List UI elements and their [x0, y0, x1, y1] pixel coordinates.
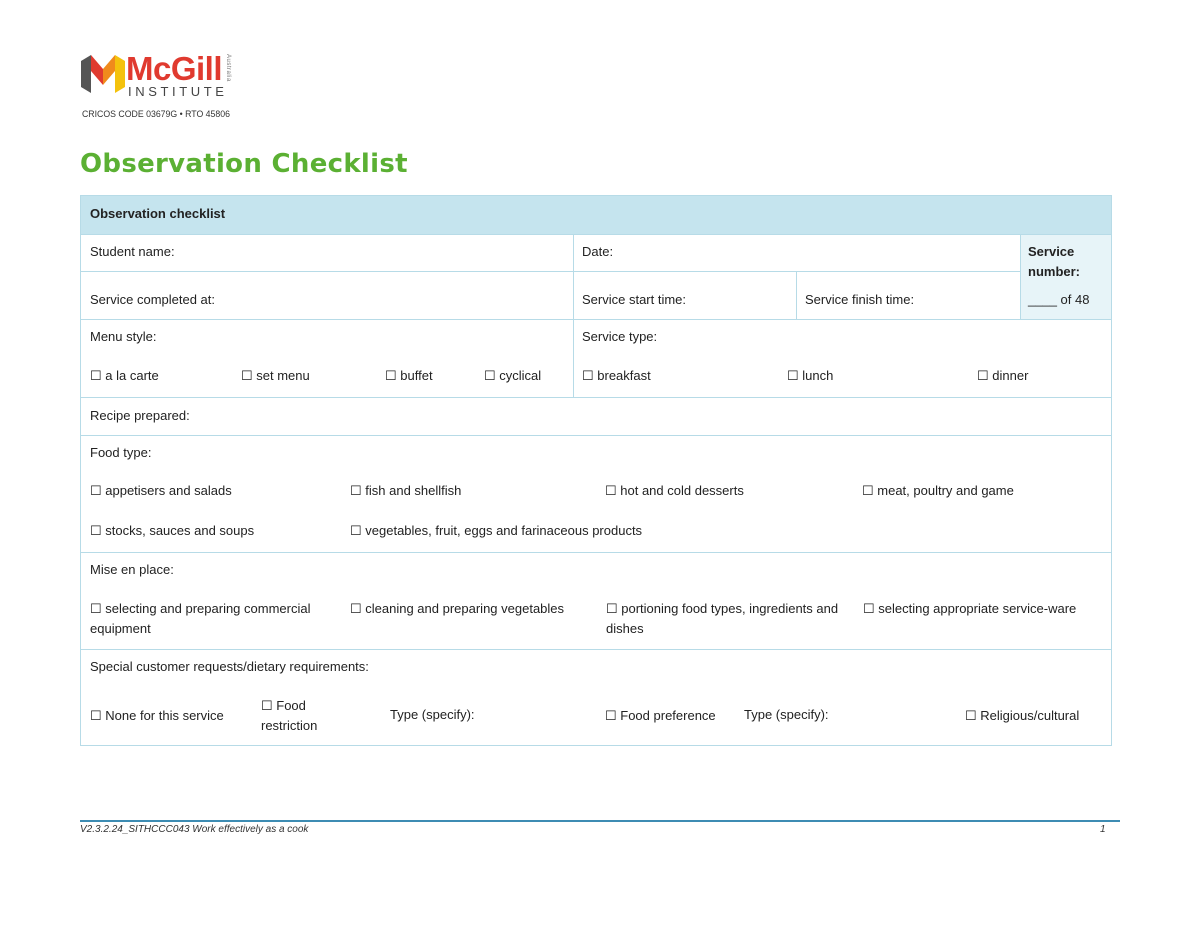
footer-divider: [80, 820, 1120, 822]
mise-commercial-equipment-checkbox[interactable]: ☐ selecting and preparing commercial equipment: [90, 601, 311, 636]
food-type-fish-checkbox[interactable]: ☐ fish and shellfish: [350, 483, 462, 498]
row-divider: [81, 234, 1111, 235]
service-start-time-field[interactable]: Service start time:: [582, 292, 687, 307]
food-type-label: Food type:: [90, 445, 152, 460]
cricos-code: CRICOS CODE 03679G • RTO 45806: [82, 109, 230, 120]
menu-style-set-menu-checkbox[interactable]: ☐ set menu: [241, 368, 310, 383]
footer-document-version: V2.3.2.24_SITHCCC043 Work effectively as a cook: [80, 824, 309, 835]
row-divider: [81, 552, 1111, 553]
row-divider: [81, 397, 1111, 398]
special-religious-cultural-checkbox[interactable]: ☐ Religious/cultural: [965, 708, 1080, 723]
mcgill-logo: [81, 52, 281, 122]
date-field[interactable]: Date:: [582, 244, 614, 259]
service-finish-time-field[interactable]: Service finish time:: [805, 292, 915, 307]
service-number-label-line1: Service: [1028, 244, 1075, 259]
food-type-meat-checkbox[interactable]: ☐ meat, poultry and game: [862, 483, 1014, 498]
service-type-dinner-checkbox[interactable]: ☐ dinner: [977, 368, 1029, 383]
special-food-preference-checkbox[interactable]: ☐ Food preference: [605, 708, 716, 723]
service-type-label: Service type:: [582, 329, 658, 344]
special-none-checkbox[interactable]: ☐ None for this service: [90, 708, 224, 723]
logo-institute-text: INSTITUTE: [128, 84, 228, 99]
observation-checklist-table: [80, 195, 1112, 746]
footer-page-number: 1: [1100, 824, 1106, 835]
menu-style-buffet-checkbox[interactable]: ☐ buffet: [385, 368, 433, 383]
row-divider: [81, 435, 1111, 436]
food-type-desserts-checkbox[interactable]: ☐ hot and cold desserts: [605, 483, 744, 498]
column-divider: [1020, 234, 1021, 319]
food-type-vegetables-checkbox[interactable]: ☐ vegetables, fruit, eggs and farinaceous products: [350, 523, 643, 538]
mise-vegetables-checkbox[interactable]: ☐ cleaning and preparing vegetables: [350, 601, 565, 616]
table-header-row: [81, 196, 1111, 234]
food-type-stocks-checkbox[interactable]: ☐ stocks, sauces and soups: [90, 523, 255, 538]
row-divider: [81, 319, 1111, 320]
student-name-field[interactable]: Student name:: [90, 244, 175, 259]
mise-en-place-label: Mise en place:: [90, 562, 174, 577]
table-header-title: Observation checklist: [90, 206, 226, 221]
service-type-lunch-checkbox[interactable]: ☐ lunch: [787, 368, 834, 383]
service-completed-at-field[interactable]: Service completed at:: [90, 292, 216, 307]
service-number-value[interactable]: ____ of 48: [1028, 292, 1090, 307]
menu-style-label: Menu style:: [90, 329, 157, 344]
column-divider: [573, 234, 574, 397]
food-type-appetisers-checkbox[interactable]: ☐ appetisers and salads: [90, 483, 232, 498]
menu-style-cyclical-checkbox[interactable]: ☐ cyclical: [484, 368, 542, 383]
row-divider: [81, 271, 1020, 272]
page-title: Observation Checklist: [80, 149, 408, 179]
logo-brand-text: McGill: [126, 50, 223, 87]
mise-portioning-checkbox[interactable]: ☐ portioning food types, ingredients and dishes: [606, 601, 839, 636]
row-divider: [81, 649, 1111, 650]
special-requests-label: Special customer requests/dietary requirements:: [90, 659, 369, 674]
service-type-breakfast-checkbox[interactable]: ☐ breakfast: [582, 368, 651, 383]
menu-style-a-la-carte-checkbox[interactable]: ☐ a la carte: [90, 368, 159, 383]
special-preference-type-field[interactable]: Type (specify):: [744, 707, 829, 722]
service-number-label-line2: number:: [1028, 264, 1080, 279]
mcgill-m-mark-icon: [81, 55, 125, 93]
special-food-restriction-checkbox[interactable]: ☐ Food restriction: [261, 698, 318, 733]
special-restriction-type-field[interactable]: Type (specify):: [390, 707, 475, 722]
logo-vertical-text: Australia: [225, 54, 231, 82]
column-divider: [796, 271, 797, 319]
mise-service-ware-checkbox[interactable]: ☐ selecting appropriate service-ware: [863, 601, 1077, 616]
recipe-prepared-field[interactable]: Recipe prepared:: [90, 408, 190, 423]
